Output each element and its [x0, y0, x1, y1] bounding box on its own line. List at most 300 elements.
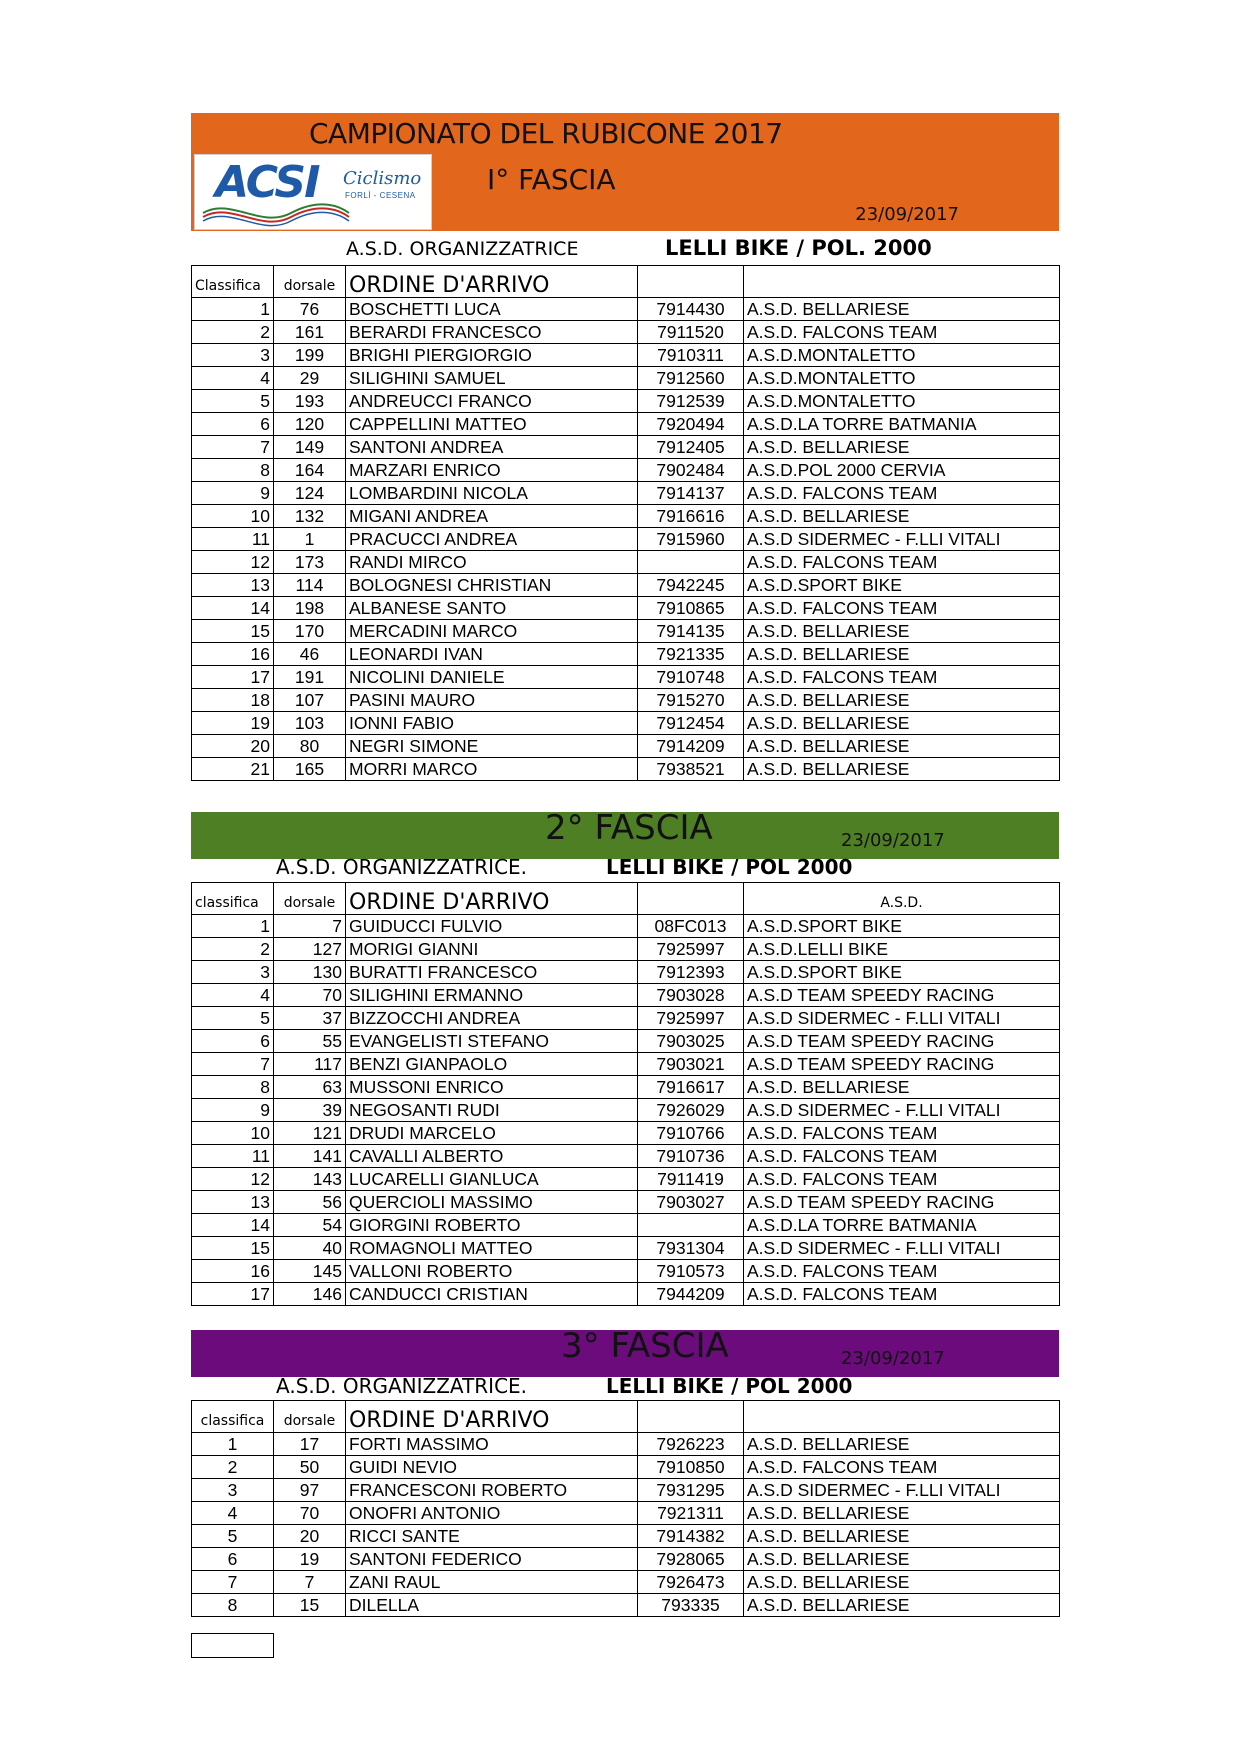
table-row: [192, 758, 1060, 781]
team-cell: A.S.D.LELLI BIKE: [744, 938, 1060, 961]
fascia1-title: I° FASCIA: [487, 163, 616, 196]
tessera-cell: 7931304: [638, 1237, 744, 1260]
table-row: [192, 1525, 1060, 1548]
team-cell: A.S.D. BELLARIESE: [744, 1525, 1060, 1548]
logo-wave-icon: [201, 199, 351, 229]
header-name-cell: ORDINE D'ARRIVO: [346, 1401, 638, 1433]
team-cell: A.S.D.MONTALETTO: [744, 390, 1060, 413]
tessera-cell: 7916617: [638, 1076, 744, 1099]
classifica-cell: 20: [192, 735, 274, 758]
name-cell: MUSSONI ENRICO: [346, 1076, 638, 1099]
name-cell: PRACUCCI ANDREA: [346, 528, 638, 551]
team-cell: A.S.D TEAM SPEEDY RACING: [744, 1191, 1060, 1214]
table-row: [192, 1594, 1060, 1617]
classifica-cell: 8: [192, 1076, 274, 1099]
classifica-cell: 11: [192, 1145, 274, 1168]
name-cell: GUIDI NEVIO: [346, 1456, 638, 1479]
table-row: [192, 1053, 1060, 1076]
fascia2-table: [191, 882, 1060, 1306]
dorsale-cell: 97: [274, 1479, 346, 1502]
dorsale-cell: 70: [274, 1502, 346, 1525]
tessera-cell: 7928065: [638, 1548, 744, 1571]
fascia3-table: [191, 1400, 1060, 1617]
name-cell: RANDI MIRCO: [346, 551, 638, 574]
classifica-cell: 10: [192, 505, 274, 528]
dorsale-cell: 120: [274, 413, 346, 436]
classifica-cell: 2: [192, 1456, 274, 1479]
header-classifica-cell: Classifica: [192, 266, 274, 298]
name-cell: CAVALLI ALBERTO: [346, 1145, 638, 1168]
classifica-cell: 9: [192, 482, 274, 505]
name-cell: DILELLA: [346, 1594, 638, 1617]
classifica-cell: 6: [192, 413, 274, 436]
name-cell: MIGANI ANDREA: [346, 505, 638, 528]
team-cell: A.S.D TEAM SPEEDY RACING: [744, 1030, 1060, 1053]
tessera-cell: 7910736: [638, 1145, 744, 1168]
dorsale-cell: 143: [274, 1168, 346, 1191]
team-cell: A.S.D. BELLARIESE: [744, 620, 1060, 643]
dorsale-cell: 15: [274, 1594, 346, 1617]
tessera-cell: 7925997: [638, 938, 744, 961]
dorsale-cell: 17: [274, 1433, 346, 1456]
table-row: [192, 1456, 1060, 1479]
table-row: [192, 1502, 1060, 1525]
classifica-cell: 5: [192, 390, 274, 413]
table-row: [192, 390, 1060, 413]
dorsale-cell: 50: [274, 1456, 346, 1479]
classifica-cell: 17: [192, 666, 274, 689]
team-cell: A.S.D. BELLARIESE: [744, 735, 1060, 758]
name-cell: LOMBARDINI NICOLA: [346, 482, 638, 505]
table-row: [192, 551, 1060, 574]
fascia1-org-label: A.S.D. ORGANIZZATRICE: [346, 238, 579, 260]
tessera-cell: [638, 1214, 744, 1237]
classifica-cell: 16: [192, 643, 274, 666]
tessera-cell: 7931295: [638, 1479, 744, 1502]
tessera-cell: 7925997: [638, 1007, 744, 1030]
header-name-cell: ORDINE D'ARRIVO: [346, 266, 638, 298]
team-cell: A.S.D. BELLARIESE: [744, 1594, 1060, 1617]
dorsale-cell: 165: [274, 758, 346, 781]
name-cell: BRIGHI PIERGIORGIO: [346, 344, 638, 367]
tessera-cell: 7911520: [638, 321, 744, 344]
dorsale-cell: 54: [274, 1214, 346, 1237]
team-cell: A.S.D SIDERMEC - F.LLI VITALI: [744, 1237, 1060, 1260]
table-row: [192, 689, 1060, 712]
team-cell: A.S.D. BELLARIESE: [744, 758, 1060, 781]
name-cell: EVANGELISTI STEFANO: [346, 1030, 638, 1053]
dorsale-cell: 76: [274, 298, 346, 321]
team-cell: A.S.D. FALCONS TEAM: [744, 1145, 1060, 1168]
team-cell: A.S.D.LA TORRE BATMANIA: [744, 1214, 1060, 1237]
fascia1-table: [191, 265, 1060, 781]
dorsale-cell: 173: [274, 551, 346, 574]
classifica-cell: 15: [192, 620, 274, 643]
tessera-cell: 7916616: [638, 505, 744, 528]
fascia1-header-row: [192, 266, 1060, 298]
name-cell: ZANI RAUL: [346, 1571, 638, 1594]
name-cell: LUCARELLI GIANLUCA: [346, 1168, 638, 1191]
name-cell: ALBANESE SANTO: [346, 597, 638, 620]
fascia2-date: 23/09/2017: [841, 830, 945, 851]
table-row: [192, 528, 1060, 551]
table-row: [192, 459, 1060, 482]
dorsale-cell: 141: [274, 1145, 346, 1168]
classifica-cell: 4: [192, 984, 274, 1007]
name-cell: MARZARI ENRICO: [346, 459, 638, 482]
tessera-cell: 7912560: [638, 367, 744, 390]
tessera-cell: 7903028: [638, 984, 744, 1007]
name-cell: FORTI MASSIMO: [346, 1433, 638, 1456]
table-row: [192, 1479, 1060, 1502]
dorsale-cell: 56: [274, 1191, 346, 1214]
classifica-cell: 14: [192, 597, 274, 620]
classifica-cell: 1: [192, 915, 274, 938]
table-row: [192, 1260, 1060, 1283]
tessera-cell: 7912454: [638, 712, 744, 735]
table-row: [192, 620, 1060, 643]
table-row: [192, 482, 1060, 505]
table-row: [192, 735, 1060, 758]
header-banner: [191, 113, 1059, 231]
dorsale-cell: 70: [274, 984, 346, 1007]
classifica-cell: 7: [192, 1571, 274, 1594]
classifica-cell: 1: [192, 1433, 274, 1456]
team-cell: A.S.D. FALCONS TEAM: [744, 1456, 1060, 1479]
dorsale-cell: 121: [274, 1122, 346, 1145]
name-cell: LEONARDI IVAN: [346, 643, 638, 666]
table-row: [192, 413, 1060, 436]
team-cell: A.S.D. BELLARIESE: [744, 298, 1060, 321]
dorsale-cell: 191: [274, 666, 346, 689]
dorsale-cell: 145: [274, 1260, 346, 1283]
dorsale-cell: 170: [274, 620, 346, 643]
classifica-cell: 8: [192, 459, 274, 482]
tessera-cell: 7926473: [638, 1571, 744, 1594]
dorsale-cell: 199: [274, 344, 346, 367]
table-row: [192, 1168, 1060, 1191]
team-cell: A.S.D. FALCONS TEAM: [744, 1260, 1060, 1283]
logo-acsi-text: ACSI: [215, 157, 319, 208]
tessera-cell: 7915270: [638, 689, 744, 712]
header-classifica-cell: classifica: [192, 883, 274, 915]
classifica-cell: 6: [192, 1030, 274, 1053]
dorsale-cell: 39: [274, 1099, 346, 1122]
dorsale-cell: 132: [274, 505, 346, 528]
table-row: [192, 1122, 1060, 1145]
tessera-cell: 7938521: [638, 758, 744, 781]
classifica-cell: 5: [192, 1525, 274, 1548]
team-cell: A.S.D. FALCONS TEAM: [744, 1283, 1060, 1306]
classifica-cell: 5: [192, 1007, 274, 1030]
team-cell: A.S.D.SPORT BIKE: [744, 915, 1060, 938]
fascia2-org-name: LELLI BIKE / POL 2000: [606, 855, 853, 879]
classifica-cell: 11: [192, 528, 274, 551]
name-cell: BURATTI FRANCESCO: [346, 961, 638, 984]
table-row: [192, 984, 1060, 1007]
logo-ciclismo-text: Ciclismo: [343, 168, 422, 189]
team-cell: A.S.D SIDERMEC - F.LLI VITALI: [744, 1099, 1060, 1122]
classifica-cell: 13: [192, 1191, 274, 1214]
table-row: [192, 938, 1060, 961]
classifica-cell: 3: [192, 961, 274, 984]
name-cell: SANTONI FEDERICO: [346, 1548, 638, 1571]
classifica-cell: 7: [192, 436, 274, 459]
table-row: [192, 1283, 1060, 1306]
name-cell: CANDUCCI CRISTIAN: [346, 1283, 638, 1306]
team-cell: A.S.D. BELLARIESE: [744, 505, 1060, 528]
table-row: [192, 298, 1060, 321]
dorsale-cell: 107: [274, 689, 346, 712]
dorsale-cell: 1: [274, 528, 346, 551]
fascia3-org-label: A.S.D. ORGANIZZATRICE.: [276, 1374, 528, 1398]
team-cell: A.S.D TEAM SPEEDY RACING: [744, 984, 1060, 1007]
name-cell: NEGOSANTI RUDI: [346, 1099, 638, 1122]
header-team-cell: [744, 1401, 1060, 1433]
tessera-cell: 7926223: [638, 1433, 744, 1456]
tessera-cell: 7910311: [638, 344, 744, 367]
tessera-cell: 7912405: [638, 436, 744, 459]
name-cell: SANTONI ANDREA: [346, 436, 638, 459]
empty-cell: [191, 1633, 274, 1658]
classifica-cell: 6: [192, 1548, 274, 1571]
team-cell: A.S.D TEAM SPEEDY RACING: [744, 1053, 1060, 1076]
fascia3-org-name: LELLI BIKE / POL 2000: [606, 1374, 853, 1398]
table-row: [192, 436, 1060, 459]
table-row: [192, 344, 1060, 367]
team-cell: A.S.D. FALCONS TEAM: [744, 1122, 1060, 1145]
tessera-cell: [638, 551, 744, 574]
dorsale-cell: 7: [274, 915, 346, 938]
dorsale-cell: 63: [274, 1076, 346, 1099]
name-cell: BIZZOCCHI ANDREA: [346, 1007, 638, 1030]
name-cell: NICOLINI DANIELE: [346, 666, 638, 689]
team-cell: A.S.D.LA TORRE BATMANIA: [744, 413, 1060, 436]
tessera-cell: 7942245: [638, 574, 744, 597]
tessera-cell: 7914135: [638, 620, 744, 643]
dorsale-cell: 130: [274, 961, 346, 984]
team-cell: A.S.D.MONTALETTO: [744, 367, 1060, 390]
header-dorsale-cell: dorsale: [274, 266, 346, 298]
fascia2-banner: [191, 808, 1059, 859]
dorsale-cell: 55: [274, 1030, 346, 1053]
team-cell: A.S.D SIDERMEC - F.LLI VITALI: [744, 1007, 1060, 1030]
dorsale-cell: 80: [274, 735, 346, 758]
team-cell: A.S.D. FALCONS TEAM: [744, 597, 1060, 620]
name-cell: MORRI MARCO: [346, 758, 638, 781]
table-row: [192, 321, 1060, 344]
dorsale-cell: 124: [274, 482, 346, 505]
name-cell: BOSCHETTI LUCA: [346, 298, 638, 321]
classifica-cell: 4: [192, 1502, 274, 1525]
classifica-cell: 2: [192, 321, 274, 344]
dorsale-cell: 161: [274, 321, 346, 344]
name-cell: IONNI FABIO: [346, 712, 638, 735]
classifica-cell: 21: [192, 758, 274, 781]
dorsale-cell: 193: [274, 390, 346, 413]
name-cell: GUIDUCCI FULVIO: [346, 915, 638, 938]
tessera-cell: 7911419: [638, 1168, 744, 1191]
team-cell: A.S.D.SPORT BIKE: [744, 961, 1060, 984]
header-date: 23/09/2017: [855, 204, 959, 225]
dorsale-cell: 146: [274, 1283, 346, 1306]
header-dorsale-cell: dorsale: [274, 1401, 346, 1433]
team-cell: A.S.D. BELLARIESE: [744, 1433, 1060, 1456]
header-tessera-cell: [638, 883, 744, 915]
table-row: [192, 1099, 1060, 1122]
name-cell: ROMAGNOLI MATTEO: [346, 1237, 638, 1260]
table-row: [192, 367, 1060, 390]
tessera-cell: 7903025: [638, 1030, 744, 1053]
name-cell: NEGRI SIMONE: [346, 735, 638, 758]
acsi-logo: [194, 154, 432, 230]
table-row: [192, 961, 1060, 984]
classifica-cell: 12: [192, 551, 274, 574]
tessera-cell: 793335: [638, 1594, 744, 1617]
tessera-cell: 7903027: [638, 1191, 744, 1214]
fascia3-date: 23/09/2017: [841, 1348, 945, 1369]
dorsale-cell: 127: [274, 938, 346, 961]
team-cell: A.S.D. FALCONS TEAM: [744, 666, 1060, 689]
tessera-cell: 7902484: [638, 459, 744, 482]
classifica-cell: 12: [192, 1168, 274, 1191]
fascia3-banner: [191, 1326, 1059, 1377]
team-cell: A.S.D. FALCONS TEAM: [744, 551, 1060, 574]
dorsale-cell: 114: [274, 574, 346, 597]
name-cell: FRANCESCONI ROBERTO: [346, 1479, 638, 1502]
team-cell: A.S.D. BELLARIESE: [744, 1502, 1060, 1525]
classifica-cell: 10: [192, 1122, 274, 1145]
tessera-cell: 08FC013: [638, 915, 744, 938]
name-cell: MERCADINI MARCO: [346, 620, 638, 643]
table-row: [192, 712, 1060, 735]
tessera-cell: 7920494: [638, 413, 744, 436]
name-cell: DRUDI MARCELO: [346, 1122, 638, 1145]
tessera-cell: 7921311: [638, 1502, 744, 1525]
classifica-cell: 19: [192, 712, 274, 735]
name-cell: ONOFRI ANTONIO: [346, 1502, 638, 1525]
classifica-cell: 4: [192, 367, 274, 390]
table-row: [192, 1237, 1060, 1260]
table-row: [192, 574, 1060, 597]
team-cell: A.S.D.SPORT BIKE: [744, 574, 1060, 597]
dorsale-cell: 117: [274, 1053, 346, 1076]
name-cell: MORIGI GIANNI: [346, 938, 638, 961]
tessera-cell: 7903021: [638, 1053, 744, 1076]
tessera-cell: 7926029: [638, 1099, 744, 1122]
table-row: [192, 505, 1060, 528]
name-cell: ANDREUCCI FRANCO: [346, 390, 638, 413]
header-dorsale-cell: dorsale: [274, 883, 346, 915]
name-cell: BOLOGNESI CHRISTIAN: [346, 574, 638, 597]
team-cell: A.S.D SIDERMEC - F.LLI VITALI: [744, 1479, 1060, 1502]
name-cell: QUERCIOLI MASSIMO: [346, 1191, 638, 1214]
team-cell: A.S.D. FALCONS TEAM: [744, 1168, 1060, 1191]
header-team-cell: [744, 266, 1060, 298]
dorsale-cell: 29: [274, 367, 346, 390]
dorsale-cell: 7: [274, 1571, 346, 1594]
tessera-cell: 7915960: [638, 528, 744, 551]
team-cell: A.S.D.POL 2000 CERVIA: [744, 459, 1060, 482]
team-cell: A.S.D. BELLARIESE: [744, 1548, 1060, 1571]
tessera-cell: 7912539: [638, 390, 744, 413]
table-row: [192, 666, 1060, 689]
classifica-cell: 13: [192, 574, 274, 597]
tessera-cell: 7910748: [638, 666, 744, 689]
tessera-cell: 7910865: [638, 597, 744, 620]
header-tessera-cell: [638, 1401, 744, 1433]
table-row: [192, 1571, 1060, 1594]
name-cell: PASINI MAURO: [346, 689, 638, 712]
classifica-cell: 1: [192, 298, 274, 321]
table-row: [192, 1191, 1060, 1214]
table-row: [192, 915, 1060, 938]
team-cell: A.S.D. FALCONS TEAM: [744, 321, 1060, 344]
table-row: [192, 1214, 1060, 1237]
dorsale-cell: 103: [274, 712, 346, 735]
dorsale-cell: 46: [274, 643, 346, 666]
team-cell: A.S.D. BELLARIESE: [744, 643, 1060, 666]
tessera-cell: 7910850: [638, 1456, 744, 1479]
tessera-cell: 7914382: [638, 1525, 744, 1548]
table-row: [192, 643, 1060, 666]
table-row: [192, 1145, 1060, 1168]
tessera-cell: 7912393: [638, 961, 744, 984]
fascia2-title: 2° FASCIA: [545, 808, 713, 848]
page-title: CAMPIONATO DEL RUBICONE 2017: [309, 117, 783, 150]
name-cell: SILIGHINI SAMUEL: [346, 367, 638, 390]
tessera-cell: 7910766: [638, 1122, 744, 1145]
classifica-cell: 3: [192, 344, 274, 367]
tessera-cell: 7921335: [638, 643, 744, 666]
classifica-cell: 18: [192, 689, 274, 712]
table-row: [192, 1433, 1060, 1456]
team-cell: A.S.D. BELLARIESE: [744, 689, 1060, 712]
table-row: [192, 597, 1060, 620]
team-cell: A.S.D SIDERMEC - F.LLI VITALI: [744, 528, 1060, 551]
name-cell: RICCI SANTE: [346, 1525, 638, 1548]
classifica-cell: 3: [192, 1479, 274, 1502]
fascia2-org-label: A.S.D. ORGANIZZATRICE.: [276, 855, 528, 879]
dorsale-cell: 198: [274, 597, 346, 620]
team-cell: A.S.D. BELLARIESE: [744, 436, 1060, 459]
classifica-cell: 17: [192, 1283, 274, 1306]
header-classifica-cell: classifica: [192, 1401, 274, 1433]
classifica-cell: 8: [192, 1594, 274, 1617]
name-cell: BERARDI FRANCESCO: [346, 321, 638, 344]
tessera-cell: 7910573: [638, 1260, 744, 1283]
table-row: [192, 1076, 1060, 1099]
tessera-cell: 7914137: [638, 482, 744, 505]
name-cell: GIORGINI ROBERTO: [346, 1214, 638, 1237]
dorsale-cell: 149: [274, 436, 346, 459]
dorsale-cell: 20: [274, 1525, 346, 1548]
team-cell: A.S.D. FALCONS TEAM: [744, 482, 1060, 505]
tessera-cell: 7914209: [638, 735, 744, 758]
name-cell: BENZI GIANPAOLO: [346, 1053, 638, 1076]
classifica-cell: 14: [192, 1214, 274, 1237]
classifica-cell: 7: [192, 1053, 274, 1076]
table-row: [192, 1007, 1060, 1030]
classifica-cell: 16: [192, 1260, 274, 1283]
fascia3-header-row: [192, 1401, 1060, 1433]
fascia2-header-row: [192, 883, 1060, 915]
dorsale-cell: 37: [274, 1007, 346, 1030]
classifica-cell: 9: [192, 1099, 274, 1122]
name-cell: CAPPELLINI MATTEO: [346, 413, 638, 436]
header-tessera-cell: [638, 266, 744, 298]
header-team-cell: A.S.D.: [744, 883, 1060, 915]
